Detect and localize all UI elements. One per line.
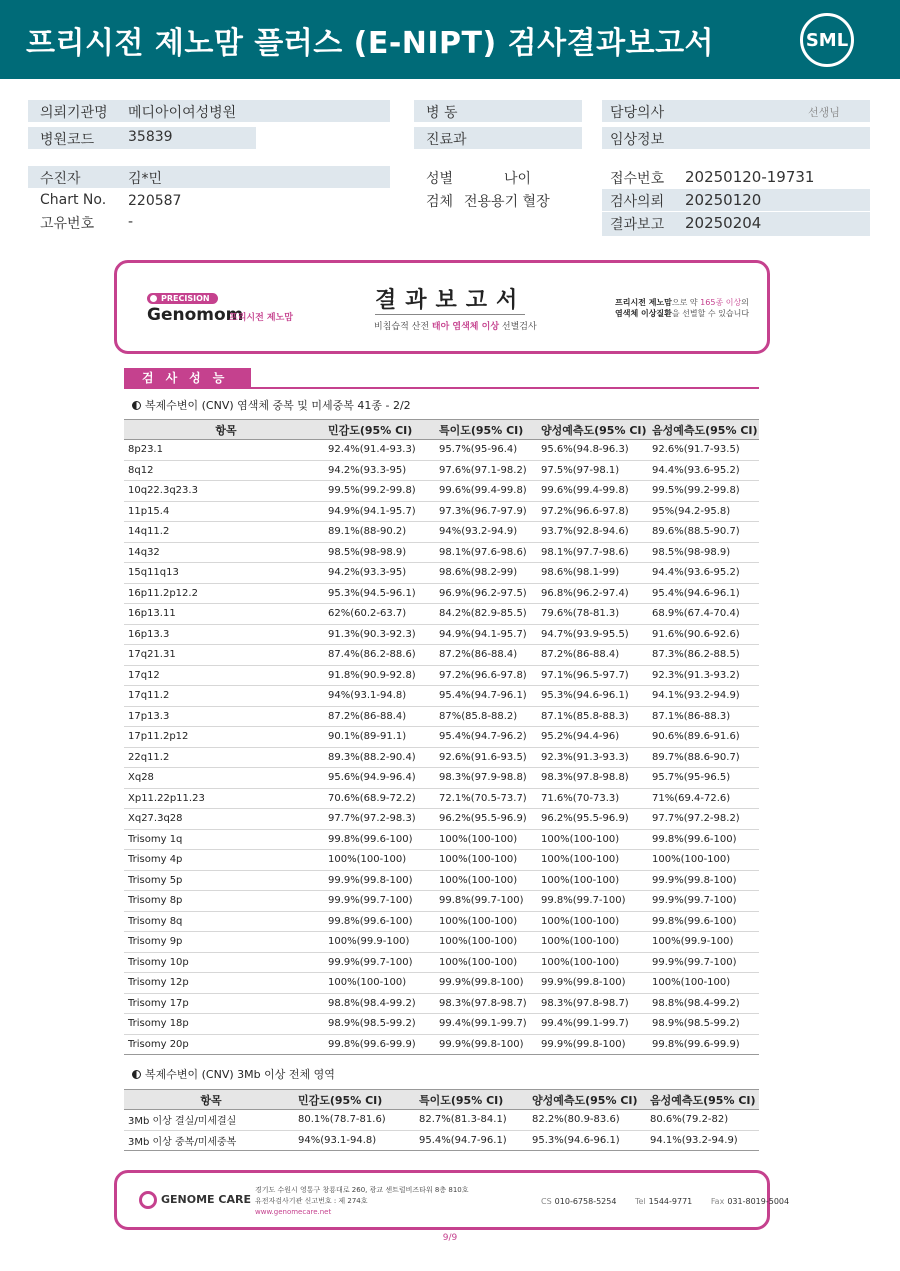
table-cell: 87.4%(86.2-88.6) — [324, 645, 435, 666]
table-cell: 84.2%(82.9-85.5) — [435, 604, 537, 625]
table-cell: 100%(100-100) — [537, 870, 648, 891]
info-institution — [28, 100, 390, 122]
table-row — [124, 1034, 759, 1055]
table-cell: 17p13.3 — [124, 706, 324, 727]
table-cell: 15q11q13 — [124, 563, 324, 584]
table-row — [124, 829, 759, 850]
table-cell: 94.4%(93.6-95.2) — [648, 563, 759, 584]
table-cell: 99.9%(99.8-100) — [435, 1034, 537, 1055]
info-specimen — [414, 189, 582, 211]
table-cell: 97.2%(96.6-97.8) — [537, 501, 648, 522]
table-cell: 97.3%(96.7-97.9) — [435, 501, 537, 522]
table-cell: 98.3%(97.8-98.7) — [537, 993, 648, 1014]
table-row — [124, 911, 759, 932]
table-row — [124, 747, 759, 768]
table-cell: 87.2%(86-88.4) — [324, 706, 435, 727]
specimen-label: 검체 — [426, 194, 454, 210]
patient-label: 수진자 — [40, 171, 81, 187]
table-cell: 94.2%(93.3-95) — [324, 460, 435, 481]
table-cell: 98.9%(98.5-99.2) — [324, 1014, 435, 1035]
footer-contacts: CS 010-6758-5254 Tel 1544-9771 Fax 031-8019-5004 — [541, 1197, 790, 1206]
table-cell: 16p13.11 — [124, 604, 324, 625]
table-cell: 87%(85.8-88.2) — [435, 706, 537, 727]
table-cell: 99.4%(99.1-99.7) — [435, 1014, 537, 1035]
info-hospital-code — [28, 127, 256, 149]
table-cell: 99.8%(99.7-100) — [435, 891, 537, 912]
doctor-label: 담당의사 — [610, 105, 665, 121]
sex-label: 성별 — [426, 171, 454, 187]
table-cell: 99.6%(99.4-99.8) — [435, 481, 537, 502]
table-cell: 96.2%(95.5-96.9) — [435, 809, 537, 830]
info-clinical — [602, 127, 870, 149]
table-row — [124, 501, 759, 522]
table-row — [124, 604, 759, 625]
table-cell: 3Mb 이상 중복/미세중복 — [124, 1130, 294, 1151]
table-cell: 98.8%(98.4-99.2) — [648, 993, 759, 1014]
table-cell: 94.4%(93.6-95.2) — [648, 460, 759, 481]
column-header: 항목 — [124, 1090, 294, 1110]
table-cell: Xp11.22p11.23 — [124, 788, 324, 809]
table-cell: 96.8%(96.2-97.4) — [537, 583, 648, 604]
unique-label: 고유번호 — [40, 216, 95, 232]
table-cell: 92.4%(91.4-93.3) — [324, 440, 435, 461]
footer-address: 경기도 수원시 영통구 창룡대로 260, 광교 센트럴비즈타워 8층 810호 유전자검사기관 신고번호 : 제 274호 www.genomecare.net — [255, 1186, 469, 1216]
table-cell: 100%(100-100) — [435, 952, 537, 973]
table-cell: 100%(100-100) — [435, 932, 537, 953]
table-cell: 17q11.2 — [124, 686, 324, 707]
table-cell: 98.5%(98-98.9) — [648, 542, 759, 563]
table-cell: 11p15.4 — [124, 501, 324, 522]
column-header: 양성예측도(95% CI) — [528, 1090, 646, 1110]
table-cell: 99.9%(99.8-100) — [537, 973, 648, 994]
table-row — [124, 1014, 759, 1035]
table-cell: 16p11.2p12.2 — [124, 583, 324, 604]
hospital-code-value: 35839 — [128, 129, 173, 145]
table-cell: Trisomy 10p — [124, 952, 324, 973]
table-cell: Trisomy 12p — [124, 973, 324, 994]
table-cell: 94.2%(93.3-95) — [324, 563, 435, 584]
table-cell: 95.7%(95-96.4) — [435, 440, 537, 461]
table-cell: 94%(93.1-94.8) — [324, 686, 435, 707]
table-row — [124, 706, 759, 727]
table-cell: 100%(99.9-100) — [324, 932, 435, 953]
table-row — [124, 850, 759, 871]
table-cell: 96.9%(96.2-97.5) — [435, 583, 537, 604]
table-cell: Trisomy 9p — [124, 932, 324, 953]
table-cell: 100%(100-100) — [648, 850, 759, 871]
table-cell: 71.6%(70-73.3) — [537, 788, 648, 809]
table-cell: 16p13.3 — [124, 624, 324, 645]
table-cell: 100%(100-100) — [537, 829, 648, 850]
table-cell: 92.3%(91.3-93.2) — [648, 665, 759, 686]
table-cell: 87.2%(86-88.4) — [435, 645, 537, 666]
patient-value: 김*민 — [128, 171, 163, 187]
table-row — [124, 891, 759, 912]
table-cell: 17q12 — [124, 665, 324, 686]
report-header — [0, 0, 900, 79]
table-row — [124, 563, 759, 584]
hospital-code-label: 병원코드 — [40, 132, 95, 148]
table-cell: 99.6%(99.4-99.8) — [537, 481, 648, 502]
table-cell: 98.3%(97.8-98.7) — [435, 993, 537, 1014]
table-cell: 99.8%(99.6-99.9) — [648, 1034, 759, 1055]
genomecare-icon — [139, 1191, 157, 1209]
table-cell: 99.8%(99.6-100) — [324, 911, 435, 932]
report-title: 프리시전 제노맘 플러스 (E-NIPT) 검사결과보고서 — [26, 26, 715, 61]
column-header: 음성예측도(95% CI) — [646, 1090, 759, 1110]
table-cell: Trisomy 20p — [124, 1034, 324, 1055]
table-row — [124, 645, 759, 666]
table-row — [124, 522, 759, 543]
table-cell: 89.3%(88.2-90.4) — [324, 747, 435, 768]
table-cell: 95.6%(94.9-96.4) — [324, 768, 435, 789]
table-cell: 92.6%(91.6-93.5) — [435, 747, 537, 768]
column-header: 항목 — [124, 420, 324, 440]
table-cell: 87.1%(85.8-88.3) — [537, 706, 648, 727]
table-cell: Trisomy 17p — [124, 993, 324, 1014]
request-label: 검사의뢰 — [610, 194, 665, 210]
table-row — [124, 788, 759, 809]
table-row — [124, 460, 759, 481]
precision-badge: PRECISION — [147, 293, 218, 304]
specimen-value: 전용용기 혈장 — [464, 194, 550, 210]
table-row — [124, 624, 759, 645]
banner-title: 결과보고서 — [375, 288, 527, 313]
report-value: 20250204 — [685, 214, 762, 232]
info-patient — [28, 166, 390, 188]
table-cell: 97.7%(97.2-98.3) — [324, 809, 435, 830]
table-cell: 82.2%(80.9-83.6) — [528, 1110, 646, 1131]
table-cell: 95.2%(94.4-96) — [537, 727, 648, 748]
table-cell: 94.7%(93.9-95.5) — [537, 624, 648, 645]
info-unique — [28, 211, 390, 233]
table-cell: 98.1%(97.6-98.6) — [435, 542, 537, 563]
table-cell: 94%(93.2-94.9) — [435, 522, 537, 543]
table-row — [124, 583, 759, 604]
table-cell: 99.8%(99.6-100) — [324, 829, 435, 850]
page-number: 9/9 — [442, 1233, 458, 1243]
table-cell: Trisomy 1q — [124, 829, 324, 850]
receipt-label: 접수번호 — [610, 171, 665, 187]
table-cell: Trisomy 8q — [124, 911, 324, 932]
table-cell: 100%(100-100) — [435, 911, 537, 932]
table-row — [124, 973, 759, 994]
table-cell: 98.9%(98.5-99.2) — [648, 1014, 759, 1035]
column-header: 민감도(95% CI) — [294, 1090, 415, 1110]
table-cell: 17q21.31 — [124, 645, 324, 666]
table-cell: 80.6%(79.2-82) — [646, 1110, 759, 1131]
table-cell: 99.5%(99.2-99.8) — [648, 481, 759, 502]
info-department — [414, 127, 582, 149]
section-tab: 검사성능 — [124, 368, 251, 388]
table-cell: 94.9%(94.1-95.7) — [435, 624, 537, 645]
table-cell: 98.3%(97.9-98.8) — [435, 768, 537, 789]
banner-subtitle: 비침습적 산전 태아 염색체 이상 선별검사 — [374, 322, 537, 332]
table-cell: 97.1%(96.5-97.7) — [537, 665, 648, 686]
table-cell: 89.1%(88-90.2) — [324, 522, 435, 543]
info-ward — [414, 100, 582, 122]
table-cell: 89.6%(88.5-90.7) — [648, 522, 759, 543]
table-row — [124, 665, 759, 686]
chart-value: 220587 — [128, 193, 182, 209]
table-cell: 99.9%(99.8-100) — [435, 973, 537, 994]
table-row — [124, 993, 759, 1014]
table-row — [124, 542, 759, 563]
table-cell: 98.8%(98.4-99.2) — [324, 993, 435, 1014]
footer-url[interactable]: www.genomecare.net — [255, 1208, 332, 1216]
table-cell: Trisomy 18p — [124, 1014, 324, 1035]
table-cell: 100%(100-100) — [324, 850, 435, 871]
table-cell: Trisomy 8p — [124, 891, 324, 912]
table-cell: 89.7%(88.6-90.7) — [648, 747, 759, 768]
table-cell: 99.9%(99.8-100) — [537, 1034, 648, 1055]
table-row — [124, 768, 759, 789]
table-cell: 99.9%(99.7-100) — [324, 952, 435, 973]
table-cell: 99.8%(99.6-99.9) — [324, 1034, 435, 1055]
table-cell: 100%(100-100) — [435, 870, 537, 891]
table-cell: 99.8%(99.6-100) — [648, 829, 759, 850]
table-cell: 80.1%(78.7-81.6) — [294, 1110, 415, 1131]
table-cell: 95.3%(94.6-96.1) — [528, 1130, 646, 1151]
table-cell: 100%(100-100) — [537, 952, 648, 973]
genomom-logo: Genomom — [147, 305, 244, 325]
table-row — [124, 932, 759, 953]
table-row — [124, 1110, 759, 1131]
table-cell: 94.1%(93.2-94.9) — [646, 1130, 759, 1151]
table-cell: 100%(100-100) — [435, 850, 537, 871]
receipt-value: 20250120-19731 — [685, 168, 815, 186]
table-row — [124, 481, 759, 502]
table-cell: 95.4%(94.7-96.2) — [435, 727, 537, 748]
table-cell: 17p11.2p12 — [124, 727, 324, 748]
info-sex-age — [414, 166, 582, 188]
table-cell: Xq27.3q28 — [124, 809, 324, 830]
table-cell: 95.3%(94.6-96.1) — [537, 686, 648, 707]
table-cell: 90.6%(89.6-91.6) — [648, 727, 759, 748]
genomecare-logo: GENOME CARE — [139, 1191, 251, 1209]
table-cell: 98.6%(98.1-99) — [537, 563, 648, 584]
table-cell: 99.9%(99.7-100) — [324, 891, 435, 912]
table-cell: 22q11.2 — [124, 747, 324, 768]
table-cell: 14q11.2 — [124, 522, 324, 543]
table-cell: 82.7%(81.3-84.1) — [415, 1110, 528, 1131]
column-header: 특이도(95% CI) — [435, 420, 537, 440]
table-cell: Xq28 — [124, 768, 324, 789]
info-doctor — [602, 100, 870, 122]
table-cell: 95.4%(94.7-96.1) — [415, 1130, 528, 1151]
table-cell: 93.7%(92.8-94.6) — [537, 522, 648, 543]
table-cell: 97.7%(97.2-98.2) — [648, 809, 759, 830]
table-cell: 8p23.1 — [124, 440, 324, 461]
table-cell: 100%(100-100) — [435, 829, 537, 850]
table-cell: 100%(100-100) — [537, 932, 648, 953]
table-cell: 95.4%(94.6-96.1) — [648, 583, 759, 604]
doctor-suffix: 선생님 — [808, 106, 840, 119]
table-cell: 94.1%(93.2-94.9) — [648, 686, 759, 707]
table-cell: 95.7%(95-96.5) — [648, 768, 759, 789]
age-label: 나이 — [504, 171, 532, 187]
table-cell: 100%(100-100) — [537, 850, 648, 871]
table-row — [124, 809, 759, 830]
table-cell: 94%(93.1-94.8) — [294, 1130, 415, 1151]
genomom-sub: 프리시전 제노맘 — [229, 313, 293, 323]
table-cell: 95.6%(94.8-96.3) — [537, 440, 648, 461]
table-cell: 95.4%(94.7-96.1) — [435, 686, 537, 707]
table-cell: 98.5%(98-98.9) — [324, 542, 435, 563]
table-cell: 100%(100-100) — [537, 911, 648, 932]
table-cell: 87.3%(86.2-88.5) — [648, 645, 759, 666]
table-cell: 99.4%(99.1-99.7) — [537, 1014, 648, 1035]
cnv-dup-table — [124, 419, 759, 1055]
table-cell: 99.5%(99.2-99.8) — [324, 481, 435, 502]
footer-banner — [114, 1170, 790, 1230]
table-cell: 99.8%(99.7-100) — [537, 891, 648, 912]
clinical-label: 임상정보 — [610, 132, 665, 148]
table-cell: 8q12 — [124, 460, 324, 481]
table-cell: 70.6%(68.9-72.2) — [324, 788, 435, 809]
table-cell: 92.6%(91.7-93.5) — [648, 440, 759, 461]
chart-label: Chart No. — [40, 192, 107, 208]
report-banner — [114, 260, 770, 354]
table-cell: 91.3%(90.3-92.3) — [324, 624, 435, 645]
subsection-cnv-3mb: 복제수변이 (CNV) 3Mb 이상 전체 영역 — [132, 1066, 335, 1082]
table-row — [124, 952, 759, 973]
table-cell: 97.6%(97.1-98.2) — [435, 460, 537, 481]
table-row — [124, 1130, 759, 1151]
banner-description: 프리시전 제노맘으로 약 165종 이상의 염색체 이상질환을 선별할 수 있습니다 — [615, 298, 750, 318]
table-row — [124, 440, 759, 461]
department-label: 진료과 — [426, 132, 467, 148]
table-cell: 98.1%(97.7-98.6) — [537, 542, 648, 563]
table-row — [124, 727, 759, 748]
column-header: 양성예측도(95% CI) — [537, 420, 648, 440]
info-request — [602, 189, 870, 211]
table-cell: 71%(69.4-72.6) — [648, 788, 759, 809]
column-header: 특이도(95% CI) — [415, 1090, 528, 1110]
info-chart — [28, 190, 390, 212]
table-cell: 92.3%(91.3-93.3) — [537, 747, 648, 768]
ward-label: 병 동 — [426, 105, 458, 121]
table-cell: 95.3%(94.5-96.1) — [324, 583, 435, 604]
table-cell: 99.9%(99.7-100) — [648, 952, 759, 973]
institution-value: 메디아이여성병원 — [128, 105, 237, 121]
table-cell: 100%(100-100) — [648, 973, 759, 994]
table-cell: 90.1%(89-91.1) — [324, 727, 435, 748]
info-receipt — [602, 166, 870, 188]
report-label: 결과보고 — [610, 217, 665, 233]
table-cell: 14q32 — [124, 542, 324, 563]
table-cell: 99.8%(99.6-100) — [648, 911, 759, 932]
table-cell: 97.5%(97-98.1) — [537, 460, 648, 481]
unique-value: - — [128, 214, 134, 230]
table-row — [124, 686, 759, 707]
table-cell: 91.8%(90.9-92.8) — [324, 665, 435, 686]
table-cell: 62%(60.2-63.7) — [324, 604, 435, 625]
table-cell: 87.1%(86-88.3) — [648, 706, 759, 727]
table-cell: Trisomy 5p — [124, 870, 324, 891]
table-cell: 100%(99.9-100) — [648, 932, 759, 953]
table-cell: 98.6%(98.2-99) — [435, 563, 537, 584]
table-cell: 91.6%(90.6-92.6) — [648, 624, 759, 645]
table-cell: 99.9%(99.8-100) — [324, 870, 435, 891]
table-cell: 3Mb 이상 결실/미세결실 — [124, 1110, 294, 1131]
table-cell: 99.9%(99.8-100) — [648, 870, 759, 891]
cnv-3mb-table — [124, 1089, 759, 1151]
table-cell: Trisomy 4p — [124, 850, 324, 871]
table-cell: 10q22.3q23.3 — [124, 481, 324, 502]
table-cell: 96.2%(95.5-96.9) — [537, 809, 648, 830]
table-cell: 100%(100-100) — [324, 973, 435, 994]
table-row — [124, 870, 759, 891]
sml-logo: SML — [800, 13, 854, 67]
table-cell: 98.3%(97.8-98.8) — [537, 768, 648, 789]
column-header: 음성예측도(95% CI) — [648, 420, 759, 440]
request-value: 20250120 — [685, 191, 762, 209]
half-circle-icon — [132, 401, 141, 410]
table-cell: 79.6%(78-81.3) — [537, 604, 648, 625]
column-header: 민감도(95% CI) — [324, 420, 435, 440]
table-cell: 99.9%(99.7-100) — [648, 891, 759, 912]
institution-label: 의뢰기관명 — [40, 105, 108, 121]
table-cell: 68.9%(67.4-70.4) — [648, 604, 759, 625]
table-cell: 94.9%(94.1-95.7) — [324, 501, 435, 522]
table-cell: 72.1%(70.5-73.7) — [435, 788, 537, 809]
subsection-cnv-dup: 복제수변이 (CNV) 염색체 중복 및 미세중복 41종 - 2/2 — [132, 397, 411, 413]
table-cell: 87.2%(86-88.4) — [537, 645, 648, 666]
table-cell: 95%(94.2-95.8) — [648, 501, 759, 522]
half-circle-icon — [132, 1070, 141, 1079]
info-report — [602, 212, 870, 236]
table-cell: 97.2%(96.6-97.8) — [435, 665, 537, 686]
